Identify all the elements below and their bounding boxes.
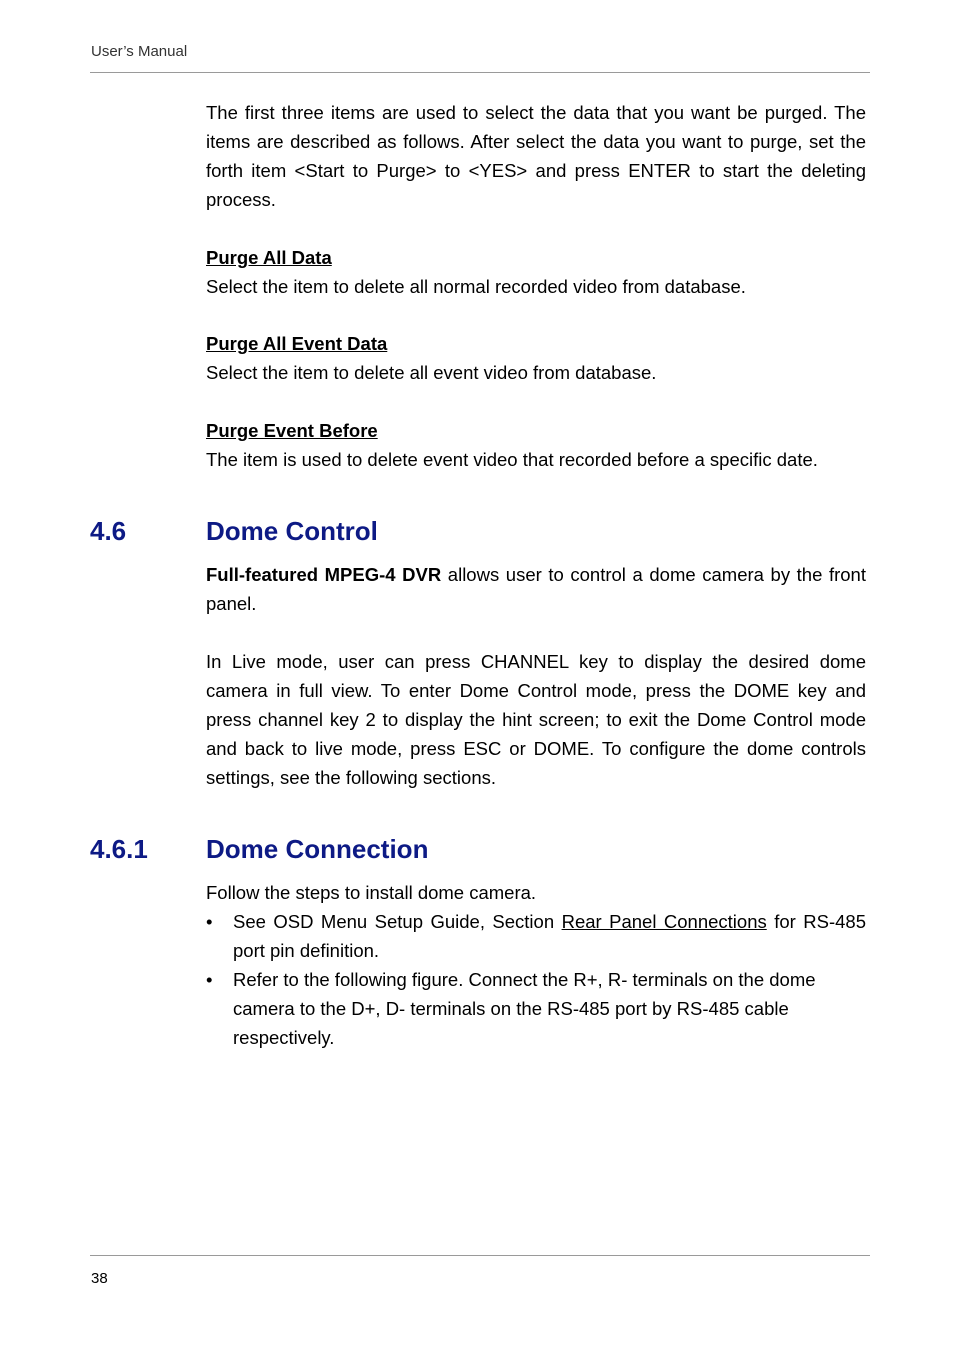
item-purge-event-before	[206, 416, 866, 474]
rear-panel-connections-link[interactable]: Rear Panel Connections	[561, 911, 767, 932]
section-number: 4.6	[90, 516, 127, 546]
item-description: Select the item to delete all normal recorded video from database.	[206, 276, 746, 297]
subsection-title: Dome Connection	[206, 834, 429, 864]
page-number: 38	[91, 1270, 108, 1287]
paragraph-text: allows user to control a dome camera by the front panel.	[206, 564, 866, 614]
item-purge-all-data	[206, 243, 866, 301]
lead-text: Follow the steps to install dome camera.	[206, 882, 537, 903]
dome-control-paragraph-1	[206, 560, 866, 618]
header-rule	[90, 72, 870, 73]
item-description: The item is used to delete event video that recorded before a specific date.	[206, 449, 818, 470]
list-item-text: Refer to the following figure. Connect the R+, R- terminals on the dome camera to the D+, D- terminals on the RS-485 port by RS-485 cable respectively.	[233, 969, 816, 1048]
item-title: Purge All Data	[206, 247, 332, 268]
item-title: Purge All Event Data	[206, 333, 388, 354]
item-title: Purge Event Before	[206, 420, 378, 441]
intro-paragraph: The first three items are used to select the data that you want be purged. The items are described as follows. After select the data you want to purge, set the forth item <Start to Purge> to <YES> and press ENTER to start the deleting process.	[206, 102, 866, 210]
list-item	[206, 907, 866, 965]
steps-list	[206, 907, 866, 1052]
product-name: Full-featured MPEG-4 DVR	[206, 564, 442, 585]
footer-rule	[90, 1255, 870, 1256]
subsection-number: 4.6.1	[90, 834, 148, 864]
section-title: Dome Control	[206, 516, 378, 546]
dome-control-paragraph-2: In Live mode, user can press CHANNEL key to display the desired dome camera in full view. To enter Dome Control mode, press the DOME key and press channel key 2 to display the hint screen; to exit the Dome Control mode and back to live mode, press ESC or DOME. To configure the dome controls settings, see the following sections.	[206, 651, 866, 788]
list-item-text: for RS-485 port pin definition.	[233, 911, 866, 961]
list-item-text: See OSD Menu Setup Guide, Section	[233, 911, 562, 932]
running-header: User’s Manual	[91, 43, 188, 60]
item-description: Select the item to delete all event video from database.	[206, 362, 657, 383]
item-purge-all-event-data	[206, 329, 866, 387]
list-item	[206, 965, 866, 1052]
dome-connection-content	[206, 878, 866, 1052]
